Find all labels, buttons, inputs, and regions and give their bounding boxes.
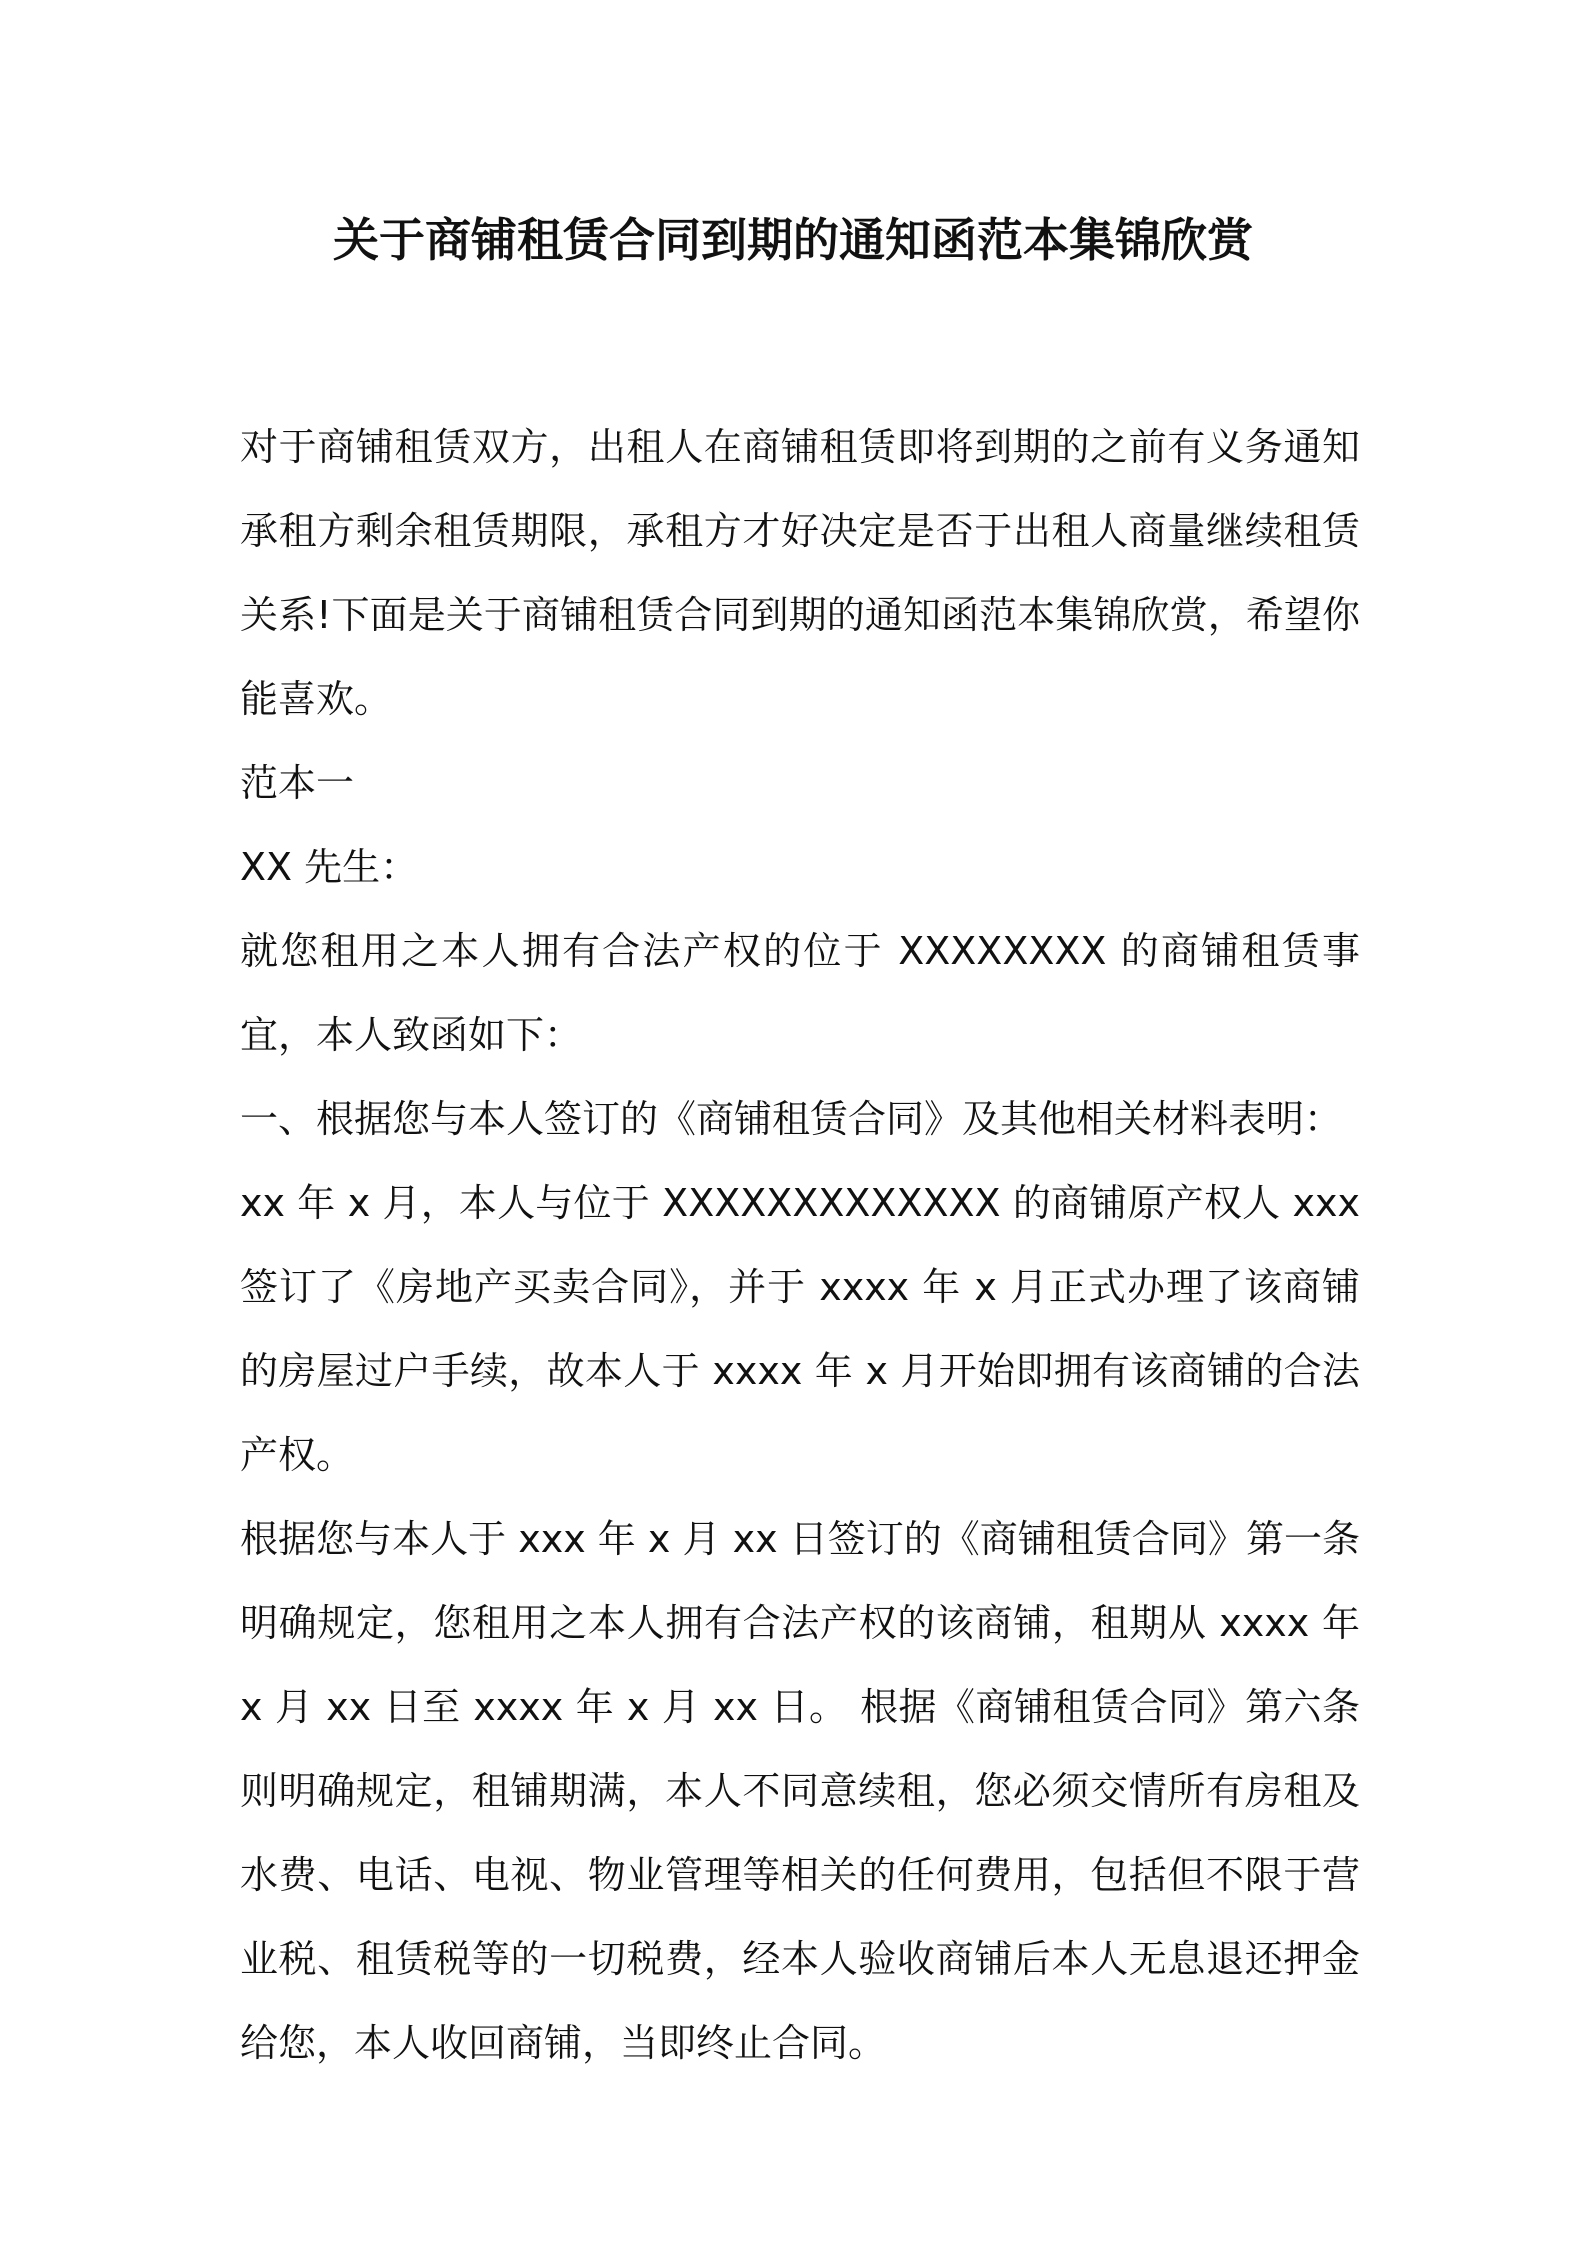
document-title: 关于商铺租赁合同到期的通知函范本集锦欣赏: [333, 213, 1253, 267]
body-paragraph: 一、根据您与本人签订的《商铺租赁合同》及其他相关材料表明：: [240, 1097, 1343, 1141]
intro-paragraph: 对于商铺租赁双方，出租人在商铺租赁即将到期的之前有义务通知承租方剩余租赁期限，承租方才好决定是否于出租人商量继续租赁关系!下面是关于商铺租赁合同到期的通知函范本集锦欣赏，希望你能喜欢。: [240, 425, 1360, 721]
body-paragraph: 根据您与本人于 xxx 年 x 月 xx 日签订的《商铺租赁合同》第一条明确规定，您租用之本人拥有合法产权的该商铺，租期从 xxxx 年 x 月 xx 日至 xxxx 年 x 月 xx 日。 根据《商铺租赁合同》第六条则明确规定，租铺期满，本人不同意续租，您必须交情所有房租及水费、电话、电视、物业管理等相关的任何费用，包括但不限于营业税、租赁税等的一切税费，经本人验收商铺后本人无息退还押金给您，本人收回商铺，当即终止合同。: [240, 1517, 1360, 2065]
document-body: [240, 405, 1360, 2085]
section-heading: 范本一: [240, 761, 355, 805]
body-paragraph: 就您租用之本人拥有合法产权的位于 XXXXXXXX 的商铺租赁事宜，本人致函如下：: [240, 929, 1360, 1057]
body-paragraph: xx 年 x 月，本人与位于 XXXXXXXXXXXXX 的商铺原产权人 xxx 签订了《房地产买卖合同》，并于 xxxx 年 x 月正式办理了该商铺的房屋过户手续，故本人于 xxxx 年 x 月开始即拥有该商铺的合法产权。: [240, 1181, 1360, 1477]
salutation: XX 先生：: [240, 845, 419, 889]
